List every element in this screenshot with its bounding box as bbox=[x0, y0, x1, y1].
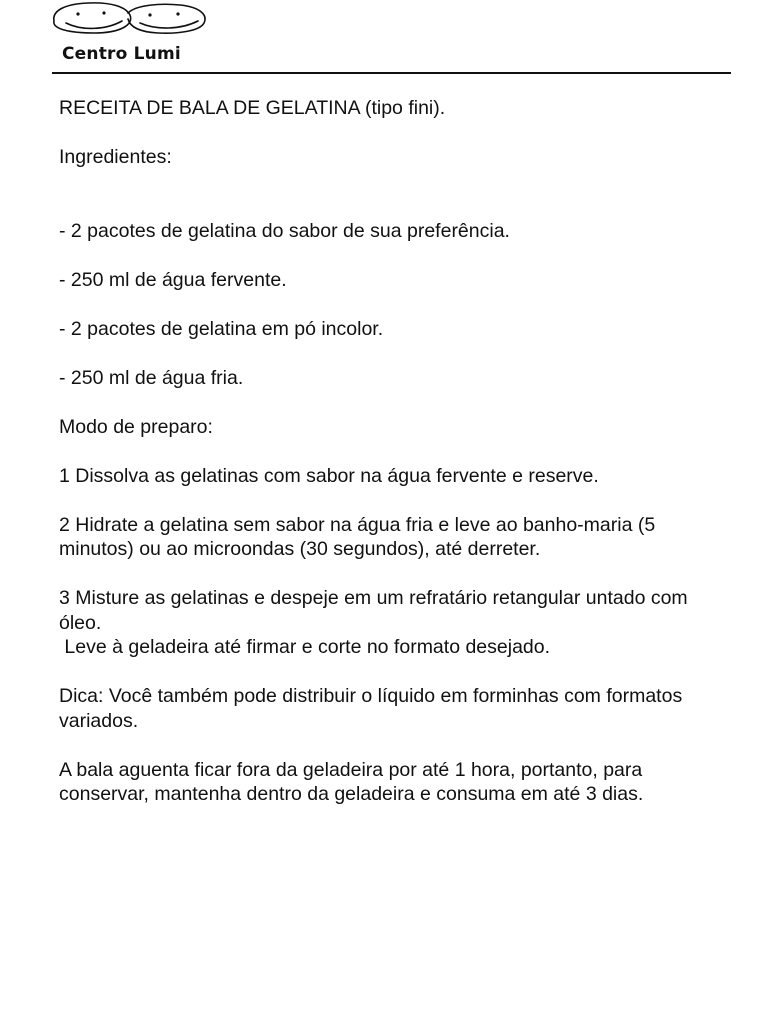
preparation-step: 3 Misture as gelatinas e despeje em um refratário retangular untado com óleo. bbox=[59, 587, 688, 634]
header bbox=[0, 0, 768, 76]
ingredients-heading: Ingredientes: bbox=[59, 146, 172, 168]
ingredient-item: - 2 pacotes de gelatina em pó incolor. bbox=[59, 317, 384, 340]
recipe-tip: Dica: Você também pode distribuir o líquido em forminhas com formatos variados. bbox=[59, 685, 683, 732]
preparation-step: 2 Hidrate a gelatina sem sabor na água fria e leve ao banho-maria (5 minutos) ou ao microondas (30 segundos), até derreter. bbox=[59, 513, 656, 560]
recipe-title: RECEITA DE BALA DE GELATINA (tipo fini). bbox=[59, 97, 446, 119]
brand-name: Centro Lumi bbox=[62, 44, 181, 64]
smiley-faces-logo-icon bbox=[50, 1, 208, 35]
preparation-step-3 bbox=[59, 586, 709, 660]
recipe-document bbox=[59, 96, 709, 807]
header-divider bbox=[52, 72, 731, 74]
ingredient-item: - 2 pacotes de gelatina do sabor de sua preferência. bbox=[59, 219, 510, 242]
recipe-note: A bala aguenta ficar fora da geladeira por até 1 hora, portanto, para conservar, mantenha dentro da geladeira e consuma em até 3 dias. bbox=[59, 758, 644, 805]
preparation-step: 1 Dissolva as gelatinas com sabor na água fervente e reserve. bbox=[59, 464, 599, 487]
ingredient-item: - 250 ml de água fria. bbox=[59, 366, 244, 389]
preparation-step-continuation: Leve à geladeira até firmar e corte no formato desejado. bbox=[59, 636, 551, 658]
ingredient-item: - 250 ml de água fervente. bbox=[59, 268, 287, 291]
preparation-heading: Modo de preparo: bbox=[59, 415, 213, 438]
